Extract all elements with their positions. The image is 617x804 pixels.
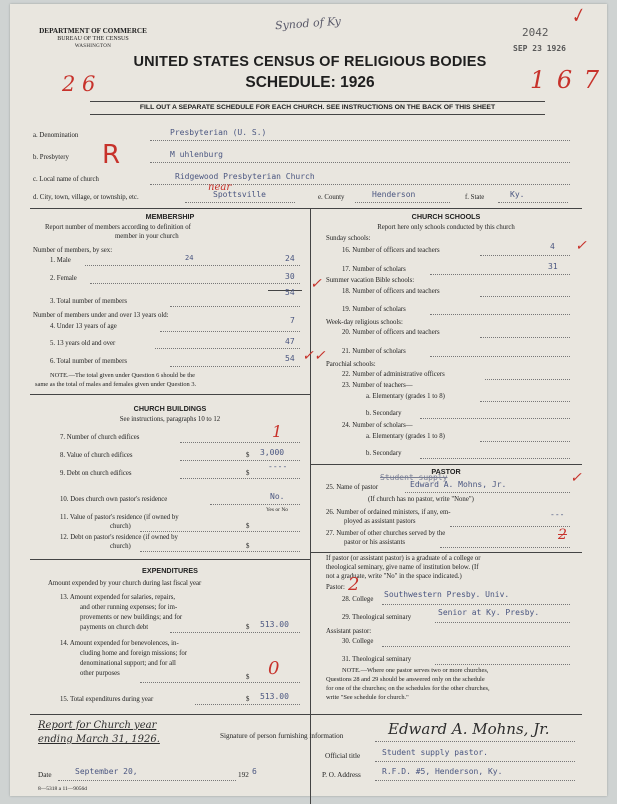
check-mark-q2: ✓ xyxy=(310,276,322,292)
q16-label: 16. Number of officers and teachers xyxy=(342,247,440,254)
check-mark-q25: ✓ xyxy=(570,470,582,486)
assistant-pastor-subheading: Assistant pastor: xyxy=(326,628,372,635)
q22-label: 22. Number of administrative officers xyxy=(342,371,445,378)
stamp-number: 2042 xyxy=(522,26,549,39)
buildings-subtitle: See instructions, paragraphs 10 to 12 xyxy=(119,416,221,423)
q25-label: 25. Name of pastor xyxy=(326,484,379,491)
department-header xyxy=(28,28,158,51)
members-by-sex-label: Number of members, by sex: xyxy=(33,247,113,254)
instruction-banner: FILL OUT A SEPARATE SCHEDULE FOR EACH CHURCH. SEE INSTRUCTIONS ON THE BACK OF THIS SHEET xyxy=(139,104,496,111)
form-number: 8—5318 a 11—9056d xyxy=(38,786,87,792)
q17-value: 31 xyxy=(548,262,558,271)
city-value: Spottsville xyxy=(213,190,266,199)
denomination-value: Presbyterian (U. S.) xyxy=(170,128,267,137)
q16-value: 4 xyxy=(550,242,555,251)
date-value: September 20, xyxy=(75,767,138,776)
pastor-title: PASTOR xyxy=(431,467,461,476)
q8-dollar-sign: $ xyxy=(246,452,250,459)
q25-note: (If church has no pastor, write "None") xyxy=(368,496,474,503)
q1-male-value: 24 xyxy=(285,254,295,263)
q11-dollar-sign: $ xyxy=(246,523,250,530)
handwritten-number-right: 1 6 7 xyxy=(530,66,602,94)
parochial-schools-label: Parochial schools: xyxy=(326,361,376,368)
q8-value-amount: 3,000 xyxy=(260,448,285,457)
schedule-title: SCHEDULE: 1926 xyxy=(245,74,375,91)
q24a-label: a. Elementary (grades 1 to 8) xyxy=(366,433,445,440)
q17-label: 17. Number of scholars xyxy=(342,266,406,273)
po-address-label: P. O. Address xyxy=(322,771,361,779)
buildings-title: CHURCH BUILDINGS xyxy=(133,404,207,413)
q5-over-13-value: 47 xyxy=(285,337,295,346)
graduate-instruction-3: not a graduate, write "No" in the space indicated.) xyxy=(326,573,462,580)
q4-under-13-value: 7 xyxy=(290,316,295,325)
signature-value: Edward A. Mohns, Jr. xyxy=(388,720,550,738)
q13-running-expenses-line3: provements or new buildings; and for xyxy=(80,614,183,621)
q14-dollar-sign: $ xyxy=(246,674,250,681)
q13-running-expenses-line2: and other running expenses; for im- xyxy=(80,604,178,611)
q10-owns-residence-value: No. xyxy=(270,492,285,501)
q18-label: 18. Number of officers and teachers xyxy=(342,288,440,295)
q15-dollar-sign: $ xyxy=(246,696,250,703)
q7-edifices-value: 1 xyxy=(272,422,283,441)
header-rule-top xyxy=(90,101,545,102)
presbytery-value: M uhlenburg xyxy=(170,150,223,159)
q14-benevolences-line2: cluding home and foreign missions; for xyxy=(80,650,188,657)
q31-label: 31. Theological seminary xyxy=(342,656,412,663)
signature-label: Signature of person furnishing information xyxy=(220,732,344,740)
graduate-instruction-1: If pastor (or assistant pastor) is a graduate of a college or xyxy=(326,555,481,562)
q10-owns-residence-label: 10. Does church own pastor's residence xyxy=(60,496,168,503)
document-title: UNITED STATES CENSUS OF RELIGIOUS BODIES xyxy=(133,54,487,70)
q11-residence-value-label: 11. Value of pastor's residence (if owned by xyxy=(60,514,179,521)
census-schedule-sheet xyxy=(10,4,607,796)
q6-total-label: 6. Total number of members xyxy=(50,358,127,365)
pastor-note-4: write "See schedule for church." xyxy=(326,694,409,701)
typed-over-student-supply: Student supply xyxy=(380,473,448,482)
q13-running-expenses-line4: payments on church debt xyxy=(80,624,149,631)
expenditures-subtitle: Amount expended by your church during last fiscal year xyxy=(48,580,202,587)
buildings-bottom-rule xyxy=(30,559,310,560)
grid-top-rule xyxy=(30,208,582,209)
q12-residence-debt-label-2: church) xyxy=(110,543,131,550)
q19-label: 19. Number of scholars xyxy=(342,306,406,313)
q11-residence-value-label-2: church) xyxy=(110,523,131,530)
q26-label-1: 26. Number of ordained ministers, if any, em- xyxy=(326,509,451,516)
membership-intro-2: member in your church xyxy=(115,233,179,240)
expenditures-title: EXPENDITURES xyxy=(142,566,198,575)
membership-note-1: NOTE.—The total given under Question 6 should be the xyxy=(50,372,196,379)
q30-label: 30. College xyxy=(342,638,374,645)
q13-running-expenses-line1: 13. Amount expended for salaries, repairs, xyxy=(60,594,176,601)
membership-intro-1: Report number of members according to definition of xyxy=(45,224,191,231)
q21-label: 21. Number of scholars xyxy=(342,348,406,355)
q14-benevolences-line3: denominational support; and for all xyxy=(80,660,176,667)
q26-value: --- xyxy=(550,510,565,519)
q2-female-value: 30 xyxy=(285,272,295,281)
local-church-name-value: Ridgewood Presbyterian Church xyxy=(175,172,315,181)
check-mark-q16: ✓ xyxy=(575,238,587,254)
denomination-label: a. Denomination xyxy=(33,132,79,139)
date-label: Date xyxy=(38,771,52,779)
handwritten-check-top: ✓ xyxy=(566,4,589,29)
bureau-name: BUREAU OF THE CENSUS xyxy=(57,35,129,42)
vacation-schools-label: Summer vacation Bible schools: xyxy=(326,277,415,284)
q13-dollar-sign: $ xyxy=(246,624,250,631)
q23-label: 23. Number of teachers— xyxy=(342,382,413,389)
handwritten-report-note-1: Report for Church year xyxy=(38,720,157,731)
pastor-note-1: NOTE.—Where one pastor serves two or more churches, xyxy=(342,667,489,674)
state-label: f. State xyxy=(465,194,485,201)
q27-label-2: pastor or his assistants xyxy=(344,539,405,546)
q28-label: 28. College xyxy=(342,596,374,603)
q28-college-value: Southwestern Presby. Univ. xyxy=(384,590,510,599)
q12-residence-debt-label: 12. Debt on pastor's residence (if owned by xyxy=(60,534,178,541)
q27-value: 2 xyxy=(558,527,567,543)
grid-bottom-rule xyxy=(30,714,582,715)
handwritten-synod: Synod of Ky xyxy=(274,14,342,33)
state-value: Ky. xyxy=(510,190,525,199)
po-address-value: R.F.D. #5, Henderson, Ky. xyxy=(382,767,503,776)
members-by-age-label: Number of members under and over 13 years old: xyxy=(33,312,169,319)
pastor-note-2: Questions 28 and 29 should be answered only on the schedule xyxy=(326,676,485,683)
handwritten-2-pastor: 2 xyxy=(348,574,360,595)
q27-label-1: 27. Number of other churches served by the xyxy=(326,530,446,537)
q9-dollar-sign: $ xyxy=(246,470,250,477)
sunday-schools-label: Sunday schools: xyxy=(326,235,371,242)
q24b-label: b. Secondary xyxy=(366,450,402,457)
schools-bottom-rule xyxy=(310,464,582,465)
graduate-instruction-2: theological seminary, give name of institution below. (If xyxy=(326,564,479,571)
q14-benevolences-line4: other purposes xyxy=(80,670,120,677)
yes-or-no-hint: Yes or No xyxy=(266,507,289,513)
date-year-value: 6 xyxy=(252,767,257,776)
pastor-subheading: Pastor: xyxy=(326,584,345,591)
q12-dollar-sign: $ xyxy=(246,543,250,550)
schools-intro: Report here only schools conducted by this church xyxy=(377,224,515,231)
date-year-prefix: 192 xyxy=(238,771,249,779)
q9-debt-label: 9. Debt on church edifices xyxy=(60,470,132,477)
schools-title: CHURCH SCHOOLS xyxy=(411,212,481,221)
q8-value-label: 8. Value of church edifices xyxy=(60,452,133,459)
handwritten-report-note-2: ending March 31, 1926. xyxy=(38,734,160,745)
header-rule-bottom xyxy=(90,114,545,115)
membership-bottom-rule xyxy=(30,394,310,395)
q26-label-2: ployed as assistant pastors xyxy=(344,518,416,525)
handwritten-number-left: 2 6 xyxy=(62,72,96,96)
handwritten-near: near xyxy=(208,182,232,193)
check-mark-q6: ✓✓ xyxy=(302,348,326,364)
weekday-schools-label: Week-day religious schools: xyxy=(326,319,403,326)
q1-male-label: 1. Male xyxy=(50,257,71,264)
city-label: d. City, town, village, or township, etc. xyxy=(33,194,139,201)
stamp-date: SEP 23 1926 xyxy=(513,44,566,53)
q15-total-amount: 513.00 xyxy=(260,692,289,701)
county-value: Henderson xyxy=(372,190,416,199)
department-name: DEPARTMENT OF COMMERCE xyxy=(39,27,147,35)
q25-pastor-name: Edward A. Mohns, Jr. xyxy=(410,480,507,489)
q20-label: 20. Number of officers and teachers xyxy=(342,329,440,336)
q9-debt-value: ---- xyxy=(268,462,288,471)
q14-amount: 0 xyxy=(268,658,280,679)
city-name: WASHINGTON xyxy=(74,44,112,49)
handwritten-b-mark: R xyxy=(102,140,121,170)
official-title-label: Official title xyxy=(325,752,361,760)
q23a-label: a. Elementary (grades 1 to 8) xyxy=(366,393,445,400)
local-church-name-label: c. Local name of church xyxy=(33,176,99,183)
q1-male-left-value: 24 xyxy=(185,254,194,262)
q15-total-label: 15. Total expenditures during year xyxy=(60,696,154,703)
q13-amount: 513.00 xyxy=(260,620,289,629)
pastor-note-3: for one of the churches; on the schedules for the other churches, xyxy=(326,685,490,692)
membership-note-2: same as the total of males and females given under Question 3. xyxy=(35,381,197,388)
q7-edifices-label: 7. Number of church edifices xyxy=(60,434,140,441)
q6-total-value: 54 xyxy=(285,354,295,363)
county-label: e. County xyxy=(318,194,345,201)
q24-label: 24. Number of scholars— xyxy=(342,422,413,429)
q2-female-label: 2. Female xyxy=(50,275,77,282)
q23b-label: b. Secondary xyxy=(366,410,402,417)
q29-label: 29. Theological seminary xyxy=(342,614,412,621)
q14-benevolences-line1: 14. Amount expended for benevolences, in- xyxy=(60,640,179,647)
official-title-value: Student supply pastor. xyxy=(382,748,488,757)
q2-female-total-note: 54 xyxy=(285,288,295,297)
q3-total-label: 3. Total number of members xyxy=(50,298,127,305)
q5-over-13-label: 5. 13 years old and over xyxy=(50,340,116,347)
pastor-rule xyxy=(310,552,582,553)
q29-seminary-value: Senior at Ky. Presby. xyxy=(438,608,540,617)
membership-title: MEMBERSHIP xyxy=(145,212,195,221)
presbytery-label: b. Presbytery xyxy=(33,154,69,161)
q4-under-13-label: 4. Under 13 years of age xyxy=(50,323,117,330)
